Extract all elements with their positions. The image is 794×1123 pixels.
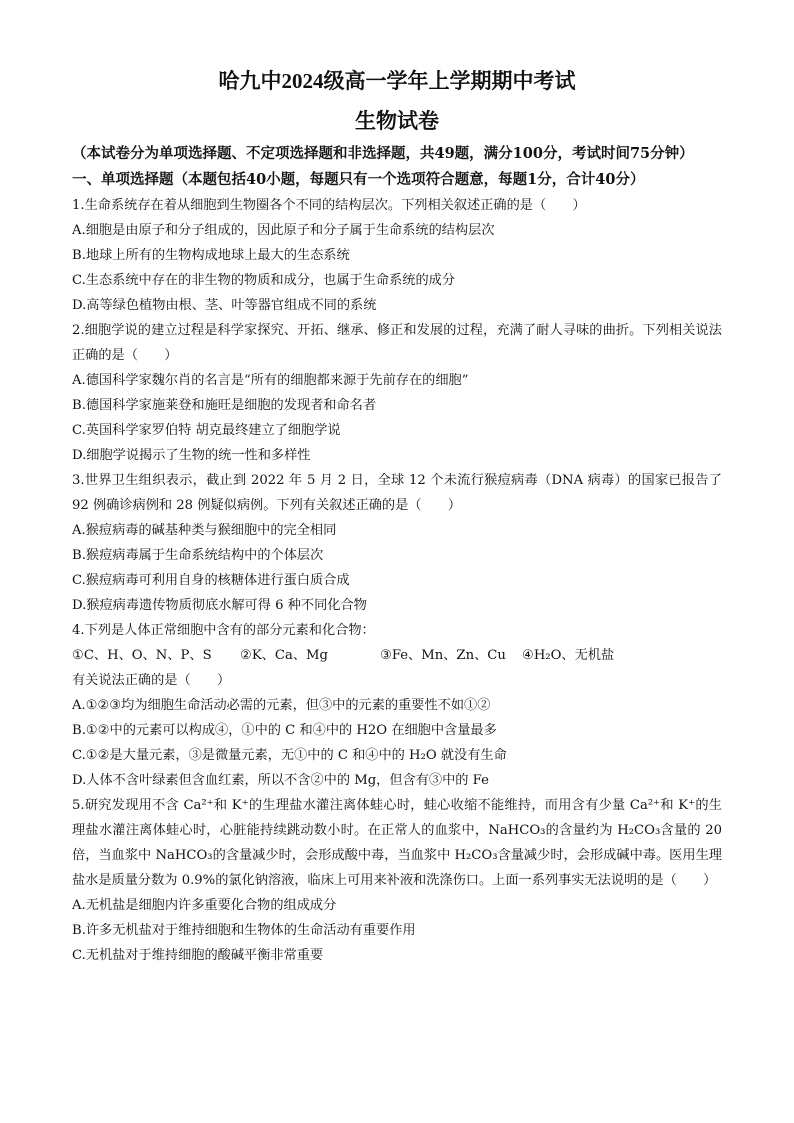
question-stem: 4.下列是人体正常细胞中含有的部分元素和化合物：	[72, 623, 375, 638]
question-stem: 5.研究发现用不含 Ca²⁺和 K⁺的生理盐水灌注离体蛙心时，蛙心收缩不能维持，而用含有少量 Ca²⁺和 K⁺的生理盐水灌注离体蛙心时，心脏能持续跳动数小时。在正常人的血浆中，NaHCO₃的含量约为 H₂CO₃含量的 20 倍，当血浆中 NaHCO₃的含量减少时，会形成酸中毒，当血浆中 H₂CO₃含量减少时，会形成碱中毒。医用生理盐水是质量分数为 0.9%的氯化钠溶液，临床上可用来补液和洗涤伤口。上面一系列事实无法说明的是（ ）	[72, 798, 722, 888]
option-a: A.德国科学家魏尔肖的名言是“所有的细胞都来源于先前存在的细胞”	[72, 373, 469, 388]
option-c: C.英国科学家罗伯特 胡克最终建立了细胞学说	[72, 423, 341, 438]
option-c: C.无机盐对于维持细胞的酸碱平衡非常重要	[72, 948, 324, 963]
option-b: B.许多无机盐对于维持细胞和生物体的生命活动有重要作用	[72, 923, 416, 938]
option-d: D.高等绿色植物由根、茎、叶等器官组成不同的系统	[72, 298, 377, 313]
element-item: ④H₂O、无机盐	[522, 648, 615, 663]
element-item: ③Fe、Mn、Zn、Cu	[380, 648, 506, 663]
question-4	[72, 618, 722, 793]
question-stem: 1.生命系统存在着从细胞到生物圈各个不同的结构层次。下列相关叙述正确的是（ ）	[72, 198, 586, 213]
option-d: D.细胞学说揭示了生物的统一性和多样性	[72, 448, 311, 463]
question-5	[72, 793, 722, 968]
option-b: B.猴痘病毒属于生命系统结构中的个体层次	[72, 548, 324, 563]
option-b: B.①②中的元素可以构成④，①中的 C 和④中的 H2O 在细胞中含量最多	[72, 723, 497, 738]
question-1	[72, 193, 722, 318]
element-item: ①C、H、O、N、P、S	[72, 648, 212, 663]
option-d: D.猴痘病毒遗传物质彻底水解可得 6 种不同化合物	[72, 598, 367, 613]
element-list	[72, 643, 722, 668]
option-a: A.猴痘病毒的碱基种类与猴细胞中的完全相同	[72, 523, 337, 538]
option-b: B.德国科学家施莱登和施旺是细胞的发现者和命名者	[72, 398, 377, 413]
option-d: D.人体不含叶绿素但含血红素，所以不含②中的 Mg，但含有③中的 Fe	[72, 773, 489, 788]
question-3	[72, 468, 722, 618]
option-a: A.①②③均为细胞生命活动必需的元素，但③中的元素的重要性不如①②	[72, 698, 491, 713]
option-c: C.①②是大量元素，③是微量元素，无①中的 C 和④中的 H₂O 就没有生命	[72, 748, 507, 763]
question-2	[72, 318, 722, 468]
question-follow: 有关说法正确的是（ ）	[72, 673, 231, 688]
question-stem: 2.细胞学说的建立过程是科学家探究、开拓、继承、修正和发展的过程，充满了耐人寻味的曲折。下列相关说法正确的是（ ）	[72, 323, 722, 363]
option-c: C.猴痘病毒可利用自身的核糖体进行蛋白质合成	[72, 573, 350, 588]
exam-page	[72, 66, 722, 968]
element-item: ②K、Ca、Mg	[240, 648, 328, 663]
option-c: C.生态系统中存在的非生物的物质和成分，也属于生命系统的成分	[72, 273, 456, 288]
exam-instructions: （本试卷分为单项选择题、不定项选择题和非选择题，共49题，满分100分，考试时间75分钟）	[72, 145, 694, 162]
exam-title: 哈九中2024级高一学年上学期期中考试	[218, 69, 576, 93]
exam-subject: 生物试卷	[355, 109, 439, 133]
section-heading-single-choice: 一、单项选择题（本题包括40小题，每题只有一个选项符合题意，每题1分，合计40分）	[72, 171, 645, 188]
option-a: A.无机盐是细胞内许多重要化合物的组成成分	[72, 898, 337, 913]
question-stem: 3.世界卫生组织表示，截止到 2022 年 5 月 2 日，全球 12 个未流行猴痘病毒（DNA 病毒）的国家已报告了 92 例确诊病例和 28 例疑似病例。下列有关叙述正确的是（ ）	[72, 473, 722, 513]
option-a: A.细胞是由原子和分子组成的，因此原子和分子属于生命系统的结构层次	[72, 223, 495, 238]
option-b: B.地球上所有的生物构成地球上最大的生态系统	[72, 248, 350, 263]
